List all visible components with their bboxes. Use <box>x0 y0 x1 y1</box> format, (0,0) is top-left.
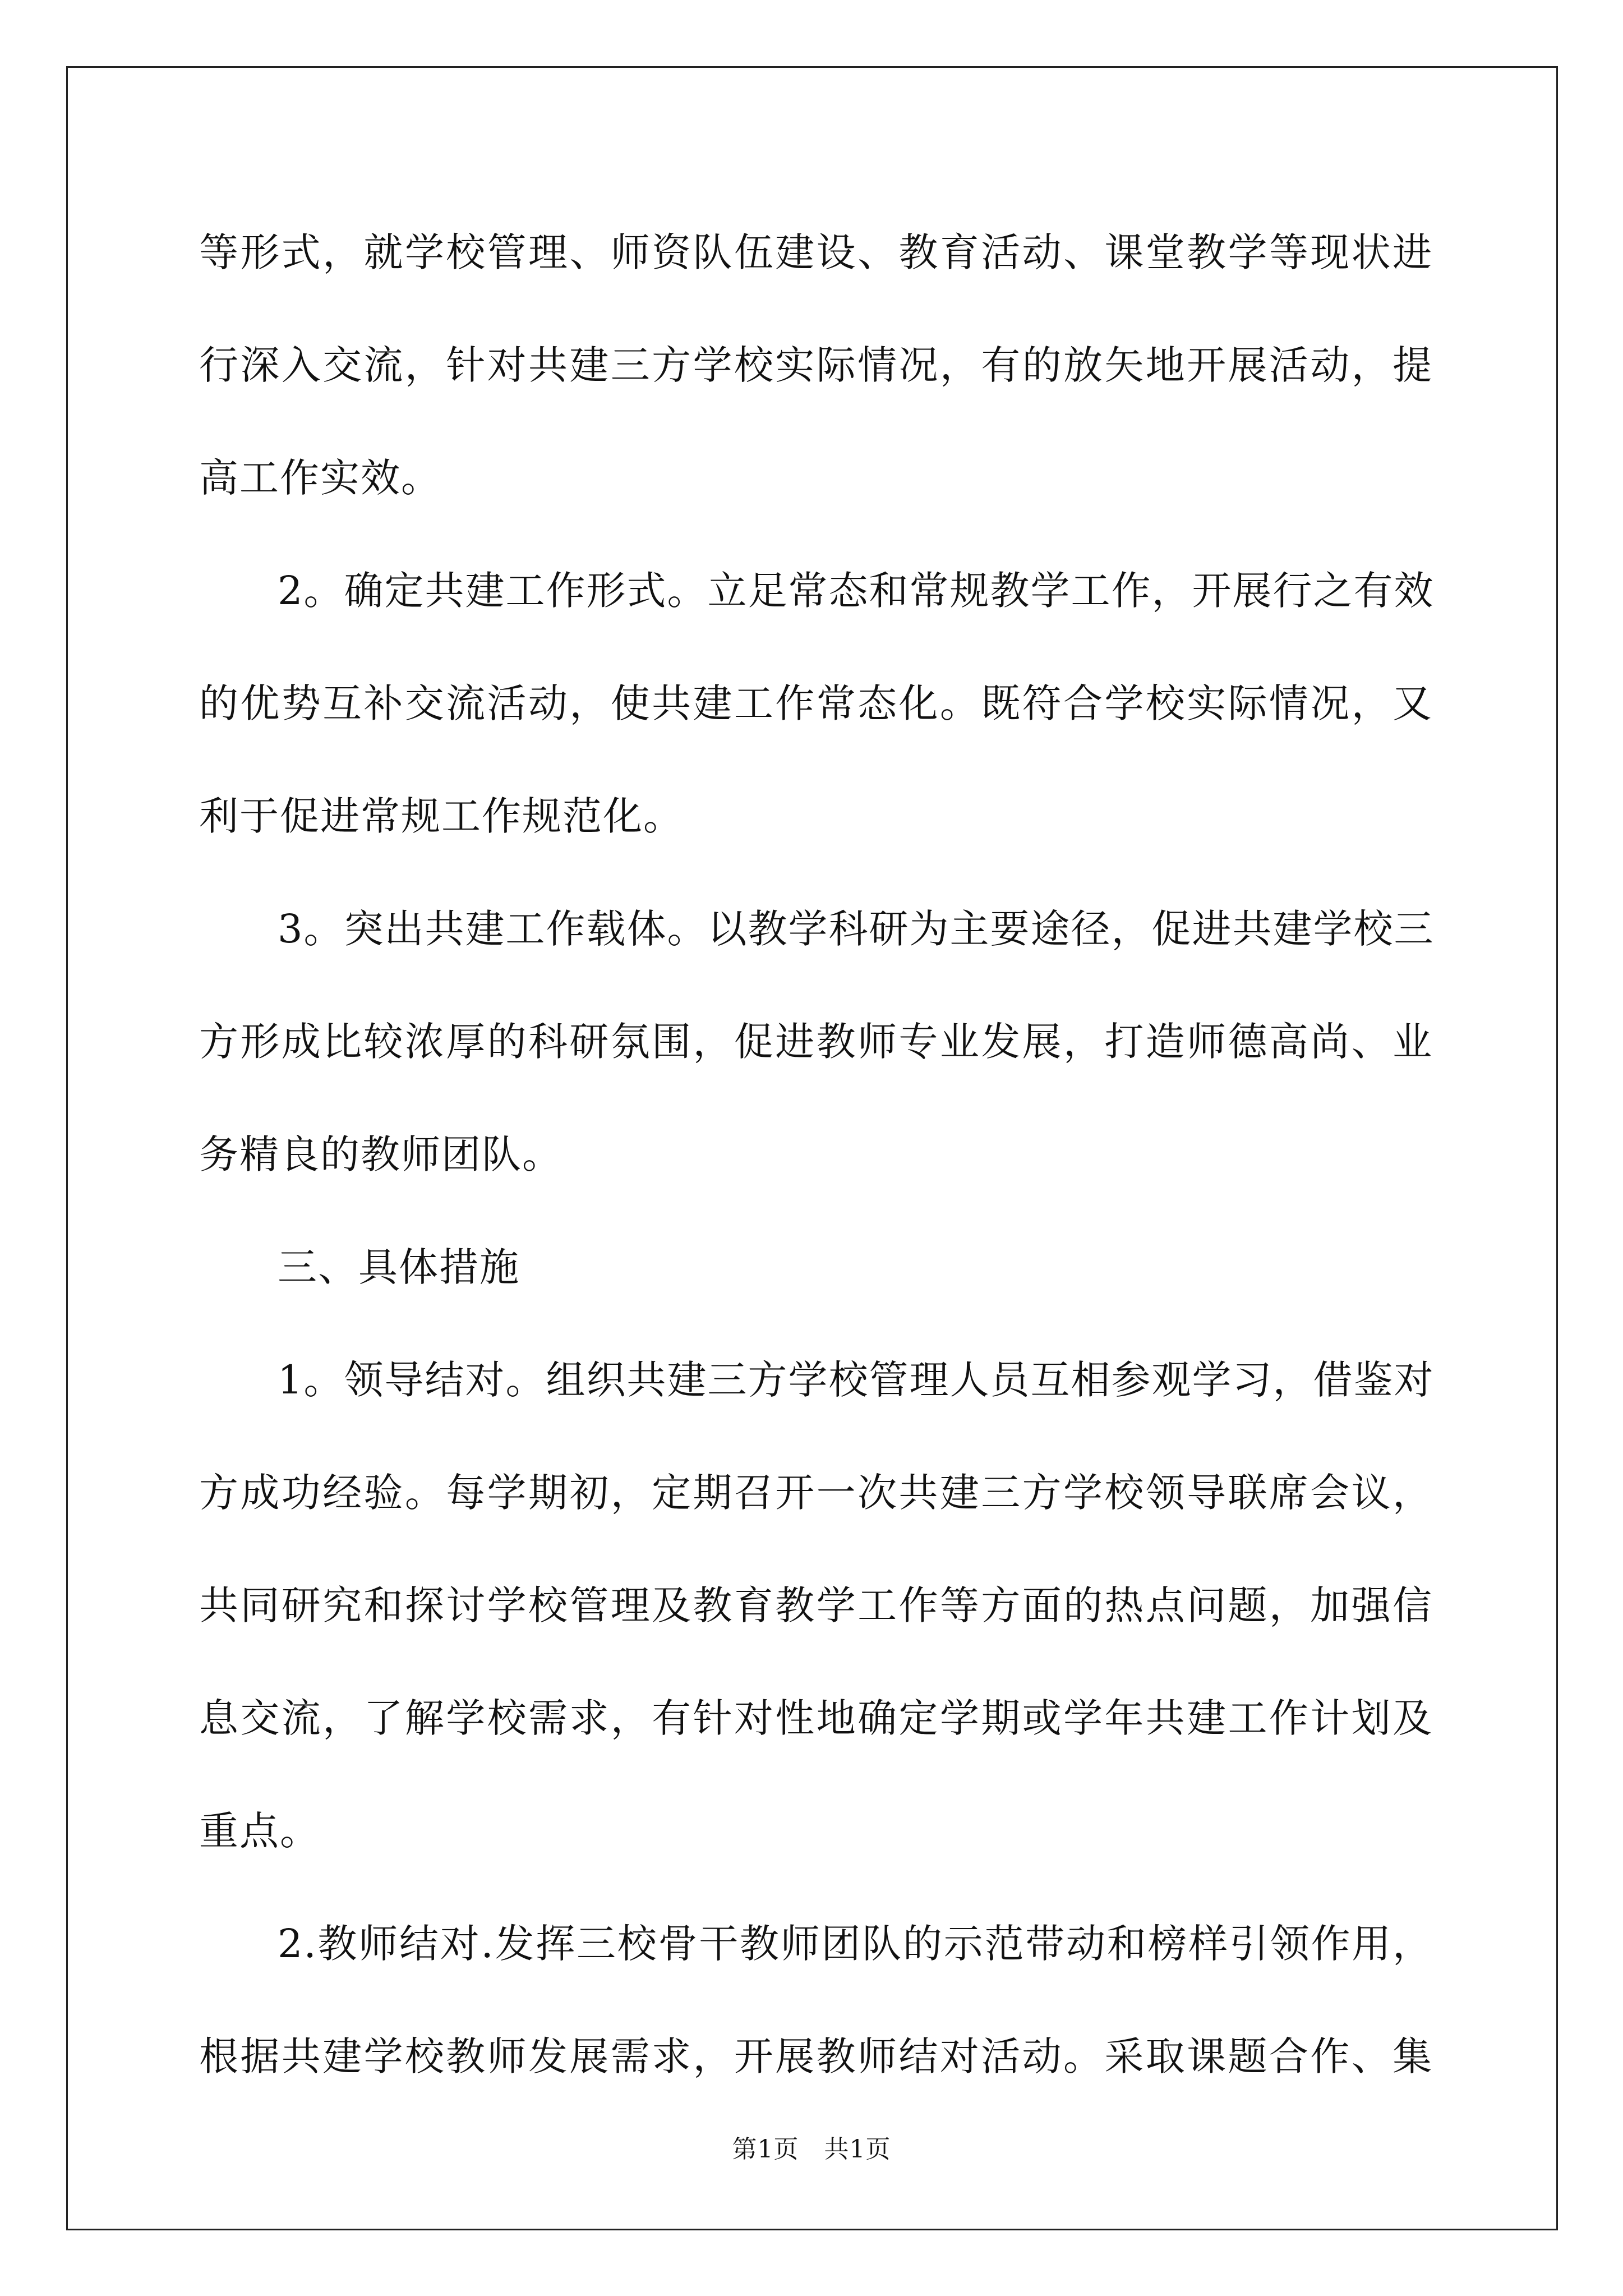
text-line: 行深入交流，针对共建三方学校实际情况，有的放矢地开展活动，提 <box>199 342 1433 388</box>
text-line: 方形成比较浓厚的科研氛围，促进教师专业发展，打造师德高尚、业 <box>199 1019 1433 1065</box>
text-line: 利于促进常规工作规范化。 <box>199 793 684 839</box>
section-heading: 三、具体措施 <box>278 1244 520 1290</box>
page-footer: 第1页 共1页 <box>732 2135 891 2164</box>
paragraph-start-line: 2.教师结对.发挥三校骨干教师团队的示范带动和榜样引领作用， <box>278 1921 1433 1967</box>
text-line: 方成功经验。每学期初，定期召开一次共建三方学校领导联席会议， <box>199 1470 1433 1516</box>
paragraph-start-line: 2。确定共建工作形式。立足常态和常规教学工作，开展行之有效 <box>278 568 1435 614</box>
paragraph-start-line: 3。突出共建工作载体。以教学科研为主要途径，促进共建学校三 <box>278 906 1435 952</box>
text-line: 根据共建学校教师发展需求，开展教师结对活动。采取课题合作、集 <box>199 2033 1433 2079</box>
text-line: 息交流，了解学校需求，有针对性地确定学期或学年共建工作计划及 <box>199 1695 1433 1741</box>
document-body <box>199 219 1433 2136</box>
text-line: 共同研究和探讨学校管理及教育教学工作等方面的热点问题，加强信 <box>199 1582 1433 1628</box>
text-line: 务精良的教师团队。 <box>199 1131 562 1177</box>
text-line: 重点。 <box>199 1808 320 1854</box>
paragraph-start-line: 1。领导结对。组织共建三方学校管理人员互相参观学习，借鉴对 <box>278 1357 1435 1403</box>
text-line: 的优势互补交流活动，使共建工作常态化。既符合学校实际情况，又 <box>199 680 1433 726</box>
text-line: 等形式，就学校管理、师资队伍建设、教育活动、课堂教学等现状进 <box>199 229 1433 275</box>
text-line: 高工作实效。 <box>199 455 441 501</box>
